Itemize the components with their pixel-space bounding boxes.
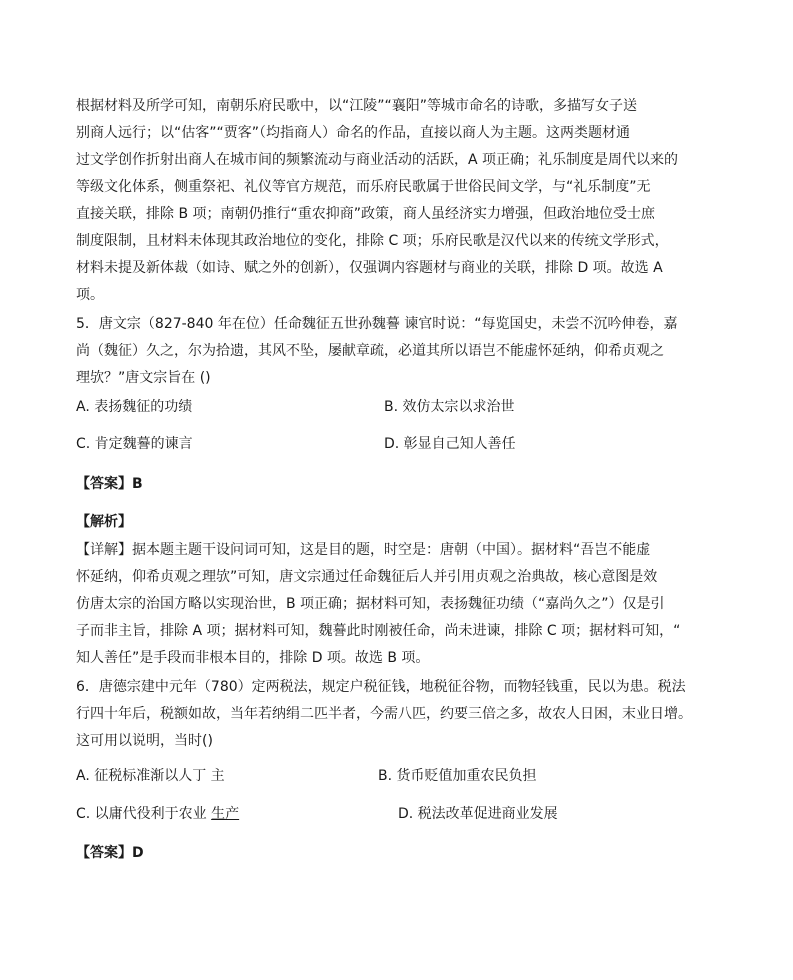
option-c-underlined: 生产 [211, 806, 240, 822]
option-d: D. 彰显自己知人善任 [384, 436, 516, 452]
analysis-line: 直接关联，排除 B 项；南朝仍推行“重农抑商”政策，商人虽经济实力增强，但政治地位受士庶 [76, 206, 656, 222]
question-stem-line: 6．唐德宗建中元年（780）定两税法，规定户税征钱，地税征谷物，而物轻钱重，民以为患。税法 [76, 679, 686, 695]
option-b: B. 效仿太宗以求治世 [384, 399, 515, 415]
question-stem-line: 这可用以说明，当时() [76, 733, 213, 749]
detail-line: 【详解】据本题主题干设问词可知，这是目的题，时空是：唐朝（中国）。据材料“吾岂不能虚 [76, 542, 651, 558]
answer-label: 【答案】D [76, 845, 144, 861]
analysis-line: 等级文化体系，侧重祭祀、礼仪等官方规范，而乐府民歌属于世俗民间文学，与“礼乐制度”无 [76, 179, 651, 195]
question-stem-line: 理欤？”唐文宗旨在 () [76, 370, 211, 386]
option-d: D. 税法改革促进商业发展 [398, 806, 558, 822]
detail-line: 子而非主旨，排除 A 项；据材料可知，魏謩此时刚被任命，尚未进谏，排除 C 项；据材料可知，“ [76, 623, 681, 639]
analysis-line: 材料未提及新体裁（如诗、赋之外的创新），仅强调内容题材与商业的关联，排除 D 项。故选 A [76, 260, 663, 276]
option-c: C. 肯定魏謩的谏言 [76, 436, 193, 452]
analysis-line: 制度限制，且材料未体现其政治地位的变化，排除 C 项；乐府民歌是汉代以来的传统文学形式， [76, 233, 669, 249]
question-stem-line: 行四十年后，税额如故，当年若纳绢二匹半者，今需八匹，约要三倍之多，故农人日困，末业日增。 [76, 706, 692, 722]
analysis-line: 根据材料及所学可知，南朝乐府民歌中，以“江陵”“襄阳”等城市命名的诗歌，多描写女子送 [76, 98, 638, 114]
detail-line: 仿唐太宗的治国方略以实现治世，B 项正确；据材料可知，表扬魏征功绩（“嘉尚久之”）仅是引 [76, 596, 665, 612]
detail-line: 知人善任”是手段而非根本目的，排除 D 项。故选 B 项。 [76, 650, 430, 666]
option-a: A. 征税标准渐以人丁 主 [76, 768, 225, 784]
option-b: B. 货币贬值加重农民负担 [378, 768, 537, 784]
option-c [76, 804, 239, 824]
option-c-text: C. 以庸代役利于农业 [76, 806, 212, 822]
answer-label: 【答案】B [76, 476, 143, 492]
analysis-line: 项。 [76, 287, 104, 303]
analysis-line: 过文学创作折射出商人在城市间的频繁流动与商业活动的活跃，A 项正确；礼乐制度是周代以来的 [76, 152, 679, 168]
option-a: A. 表扬魏征的功绩 [76, 399, 193, 415]
analysis-line: 别商人远行；以“估客”“贾客”（均指商人）命名的作品，直接以商人为主题。这两类题材通 [76, 125, 631, 141]
analysis-label: 【解析】 [76, 514, 132, 530]
question-stem-line: 尚（魏征）久之，尔为拾遗，其风不坠，屡献章疏，必道其所以语岂不能虚怀延纳，仰希贞观之 [76, 343, 664, 359]
question-stem-line: 5．唐文宗（827-840 年在位）任命魏征五世孙魏謩 谏官时说：“每览国史，未尝不沉吟伸卷，嘉 [76, 316, 678, 332]
detail-line: 怀延纳，仰希贞观之理欤”可知，唐文宗通过任命魏征后人并引用贞观之治典故，核心意图是效 [76, 569, 658, 585]
